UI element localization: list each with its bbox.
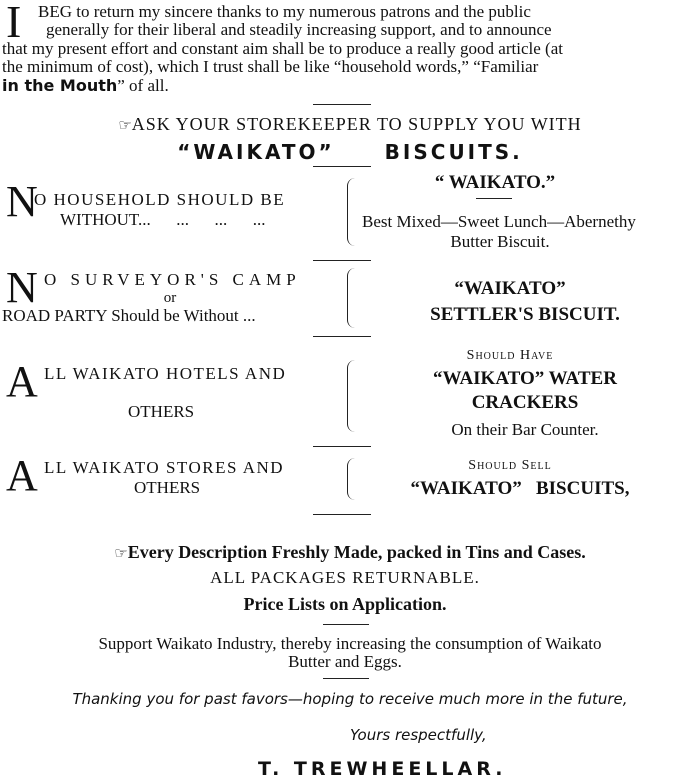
brace — [347, 458, 358, 500]
price-line: Price Lists on Application. — [243, 594, 447, 614]
section-1-right-line-2: Best Mixed—Sweet Lunch—Abernethy — [362, 212, 636, 231]
intro-line-5 — [2, 76, 169, 96]
section-2-left-line-1: O SURVEYOR'S CAMP — [44, 270, 301, 289]
support-line-1: Support Waikato Industry, thereby increasing the consumption of Waikato — [98, 634, 602, 653]
familiar-phrase: in the Mouth — [2, 76, 118, 95]
divider-rule — [313, 260, 371, 261]
section-3-left-line-2: OTHERS — [128, 402, 195, 421]
intro-line-5-tail: ” of all. — [117, 76, 169, 95]
ask-text: ASK YOUR STOREKEEPER TO SUPPLY YOU WITH — [131, 114, 582, 134]
brace — [347, 178, 358, 246]
every-description-line — [0, 542, 700, 563]
section-2-left-line-3: ROAD PARTY Should be Without ... — [2, 306, 256, 325]
section-4-right-line-2: “WAIKATO” BISCUITS, — [410, 478, 630, 499]
divider-rule — [323, 624, 369, 625]
yours-line: Yours respectfully, — [350, 726, 487, 744]
section-2-right-line-2: SETTLER'S BISCUIT. — [430, 304, 620, 325]
packages-line: ALL PACKAGES RETURNABLE. — [210, 568, 480, 587]
section-3-right-line-2: “WAIKATO” WATER — [433, 368, 617, 389]
divider-rule — [313, 446, 371, 447]
section-4-right-line-1: Should Sell — [468, 458, 552, 473]
section-2-initial: N — [6, 263, 38, 312]
signature: T. TREWHEELLAR. — [258, 758, 507, 780]
section-3-right-line-4: On their Bar Counter. — [451, 420, 599, 439]
section-1-left-line-1: O HOUSEHOLD SHOULD BE — [34, 190, 286, 209]
divider-rule — [313, 514, 371, 515]
section-3-left-line-1: LL WAIKATO HOTELS AND — [44, 364, 287, 383]
section-1-right-line-1: “ WAIKATO.” — [434, 172, 556, 193]
section-1-right-line-3: Butter Biscuit. — [450, 232, 550, 251]
brand-headline — [0, 140, 700, 165]
every-description-text: Every Description Freshly Made, packed in Tins and Cases. — [127, 542, 586, 562]
biscuits-word: BISCUITS. — [384, 140, 523, 164]
intro-line-1: BEG to return my sincere thanks to my numerous patrons and the public — [38, 2, 531, 21]
hand-pointer-icon: ☞ — [114, 546, 128, 562]
ask-line — [0, 114, 700, 135]
intro-line-3: that my present effort and constant aim shall be to produce a really good article (at — [2, 39, 563, 58]
section-4-left-line-2: OTHERS — [134, 478, 201, 497]
section-2-left-line-2: or — [163, 290, 177, 306]
divider-rule — [476, 198, 512, 199]
brand-quoted: “WAIKATO” — [177, 140, 335, 164]
divider-rule — [323, 678, 369, 679]
section-2-right-line-1: “WAIKATO” — [454, 278, 566, 299]
section-3-right-line-3: CRACKERS — [471, 392, 579, 413]
section-3-initial: A — [6, 357, 38, 406]
section-3-right-line-1: Should Have — [466, 348, 554, 363]
section-4-left-line-1: LL WAIKATO STORES AND — [44, 458, 285, 477]
brace — [347, 360, 358, 432]
thanking-line: Thanking you for past favors—hoping to receive much more in the future, — [72, 690, 628, 708]
section-1-left-line-2: WITHOUT... ... ... ... — [60, 210, 266, 229]
support-line-2: Butter and Eggs. — [288, 652, 402, 671]
intro-line-4 — [2, 57, 538, 77]
divider-rule — [313, 104, 371, 105]
intro-line-4-text: the minimum of cost), which I trust shall be like “household words,” “Familiar — [2, 57, 539, 76]
brace — [347, 268, 358, 328]
section-1-initial: N — [6, 177, 38, 226]
divider-rule — [313, 166, 371, 167]
section-4-initial: A — [6, 451, 38, 500]
intro-line-2: generally for their liberal and steadily increasing support, and to announce — [46, 20, 552, 39]
divider-rule — [313, 336, 371, 337]
hand-pointer-icon: ☞ — [118, 118, 132, 134]
drop-cap: I — [6, 0, 22, 47]
